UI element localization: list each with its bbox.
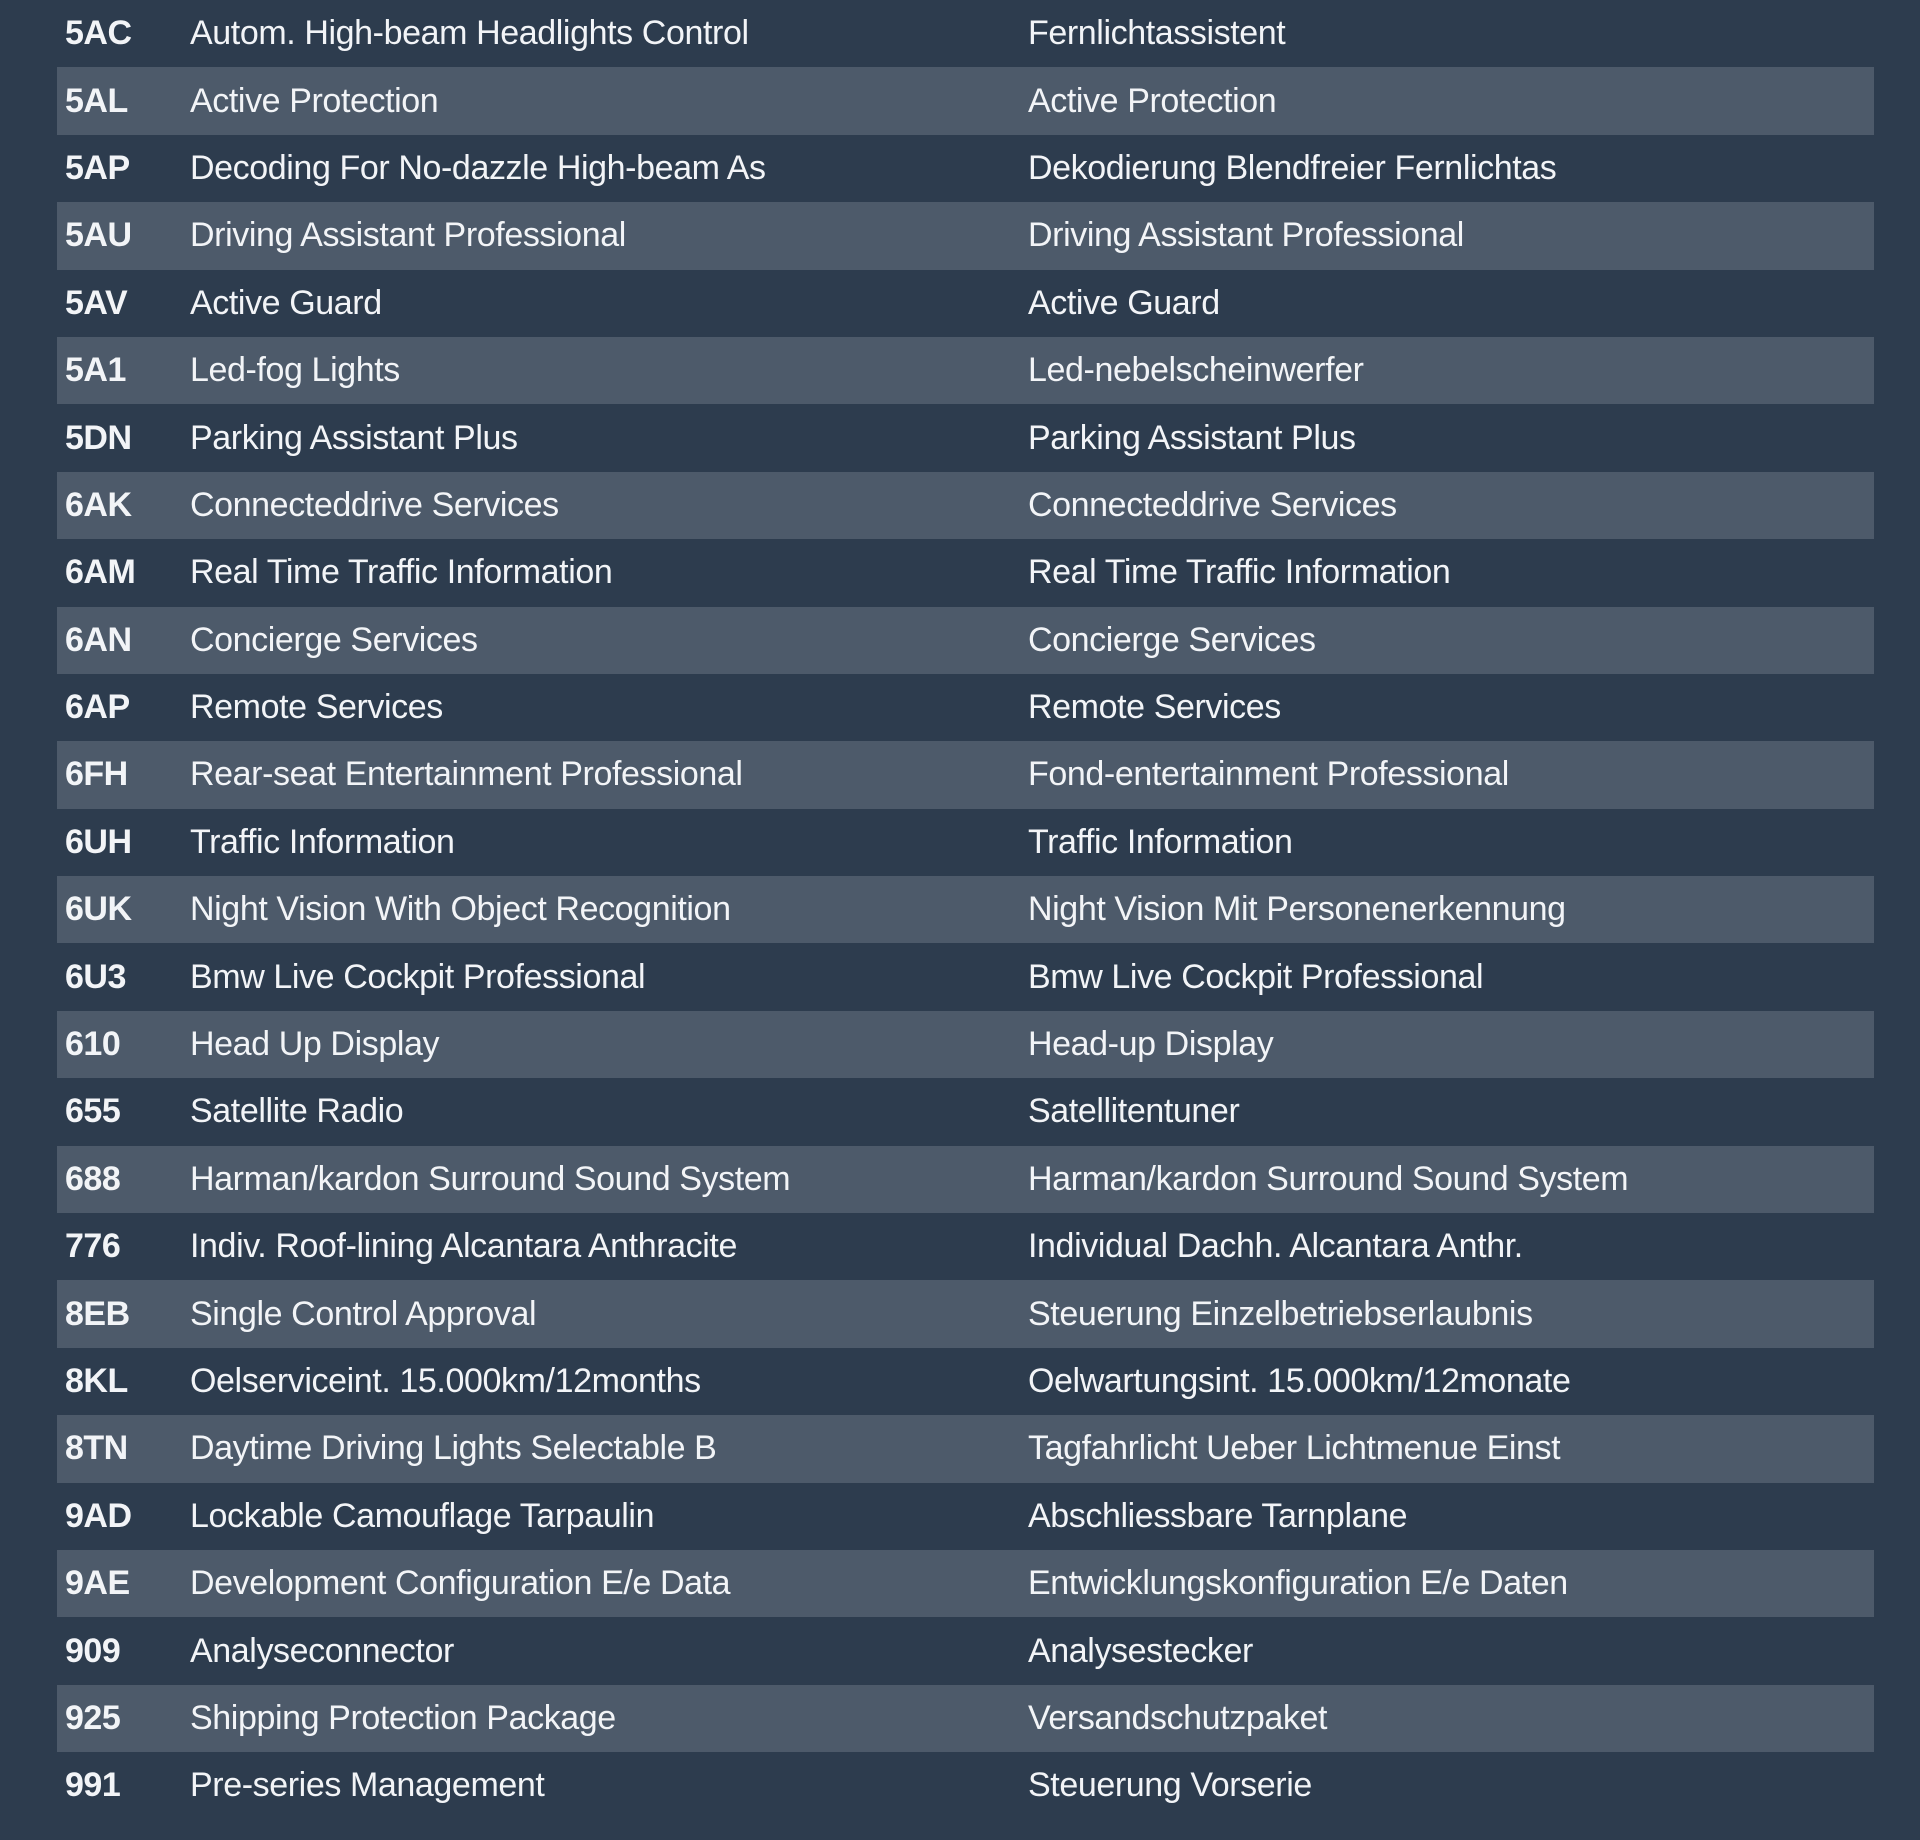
table-row	[57, 1011, 1874, 1078]
table-row	[57, 1280, 1874, 1347]
option-name-german: Analysestecker	[1028, 1631, 1253, 1670]
option-name-german: Driving Assistant Professional	[1028, 216, 1464, 255]
table-row	[57, 0, 1874, 67]
table-row	[57, 539, 1874, 606]
option-code: 5DN	[65, 418, 132, 457]
option-name-german: Concierge Services	[1028, 620, 1316, 659]
option-code: 5AL	[65, 81, 128, 120]
option-name-german: Night Vision Mit Personenerkennung	[1028, 890, 1566, 929]
option-code: 5AP	[65, 148, 130, 187]
option-name-english: Driving Assistant Professional	[190, 216, 626, 255]
option-name-english: Single Control Approval	[190, 1294, 537, 1333]
option-name-german: Individual Dachh. Alcantara Anthr.	[1028, 1227, 1523, 1266]
table-row	[57, 1348, 1874, 1415]
option-name-english: Oelserviceint. 15.000km/12months	[190, 1362, 701, 1400]
table-row	[57, 404, 1874, 471]
option-code: 610	[65, 1025, 121, 1064]
table-row	[57, 1550, 1874, 1617]
option-code: 6UK	[65, 890, 132, 929]
option-name-german: Oelwartungsint. 15.000km/12monate	[1028, 1362, 1571, 1400]
option-name-german: Bmw Live Cockpit Professional	[1028, 957, 1484, 996]
table-row	[57, 607, 1874, 674]
option-name-german: Versandschutzpaket	[1028, 1698, 1327, 1737]
table-row	[57, 1483, 1874, 1550]
table-row	[57, 1617, 1874, 1684]
table-row	[57, 337, 1874, 404]
option-name-german: Steuerung Vorserie	[1028, 1766, 1312, 1805]
table-row	[57, 741, 1874, 808]
options-table	[57, 0, 1874, 1820]
option-code: 655	[65, 1092, 121, 1131]
option-name-english: Parking Assistant Plus	[190, 418, 518, 457]
table-row	[57, 135, 1874, 202]
option-name-english: Traffic Information	[190, 822, 455, 861]
table-row	[57, 1685, 1874, 1752]
option-code: 8KL	[65, 1362, 128, 1400]
option-code: 5AV	[65, 283, 128, 322]
option-code: 925	[65, 1698, 121, 1737]
option-name-german: Tagfahrlicht Ueber Lichtmenue Einst	[1028, 1429, 1561, 1468]
option-code: 991	[65, 1766, 121, 1805]
option-name-english: Concierge Services	[190, 620, 478, 659]
option-name-english: Connecteddrive Services	[190, 485, 559, 524]
option-code: 6UH	[65, 822, 132, 861]
table-row	[57, 674, 1874, 741]
option-name-german: Fernlichtassistent	[1028, 14, 1286, 53]
option-name-german: Led-nebelscheinwerfer	[1028, 351, 1364, 390]
option-name-german: Abschliessbare Tarnplane	[1028, 1496, 1408, 1535]
option-code: 776	[65, 1227, 121, 1266]
option-code: 909	[65, 1631, 121, 1670]
option-name-german: Active Protection	[1028, 81, 1277, 120]
option-name-english: Satellite Radio	[190, 1092, 404, 1131]
option-name-english: Indiv. Roof-lining Alcantara Anthracite	[190, 1227, 737, 1266]
option-name-german: Entwicklungskonfiguration E/e Daten	[1028, 1564, 1568, 1603]
option-code: 8EB	[65, 1294, 130, 1333]
option-code: 5A1	[65, 351, 126, 390]
option-name-german: Connecteddrive Services	[1028, 485, 1397, 524]
option-name-english: Decoding For No-dazzle High-beam As	[190, 148, 766, 187]
option-name-english: Head Up Display	[190, 1025, 440, 1064]
option-name-german: Active Guard	[1028, 283, 1220, 322]
option-name-german: Dekodierung Blendfreier Fernlichtas	[1028, 148, 1557, 187]
option-name-english: Night Vision With Object Recognition	[190, 890, 731, 929]
option-name-english: Led-fog Lights	[190, 351, 400, 390]
option-name-german: Steuerung Einzelbetriebserlaubnis	[1028, 1294, 1533, 1333]
table-row	[57, 876, 1874, 943]
option-code: 8TN	[65, 1429, 128, 1468]
option-name-english: Bmw Live Cockpit Professional	[190, 957, 646, 996]
option-name-german: Remote Services	[1028, 688, 1281, 727]
option-name-english: Lockable Camouflage Tarpaulin	[190, 1496, 655, 1535]
option-name-german: Traffic Information	[1028, 822, 1293, 861]
option-code: 688	[65, 1159, 121, 1198]
option-code: 6U3	[65, 957, 126, 996]
option-name-german: Real Time Traffic Information	[1028, 553, 1451, 592]
option-name-german: Harman/kardon Surround Sound System	[1028, 1159, 1629, 1198]
option-name-german: Parking Assistant Plus	[1028, 418, 1356, 457]
option-code: 6AN	[65, 620, 132, 659]
table-row	[57, 1078, 1874, 1145]
option-name-english: Harman/kardon Surround Sound System	[190, 1159, 791, 1198]
option-code: 6AP	[65, 688, 130, 727]
table-row	[57, 270, 1874, 337]
table-row	[57, 472, 1874, 539]
option-name-german: Head-up Display	[1028, 1025, 1274, 1064]
table-row	[57, 809, 1874, 876]
option-name-english: Pre-series Management	[190, 1766, 545, 1805]
option-code: 6FH	[65, 755, 128, 794]
table-row	[57, 1213, 1874, 1280]
option-name-english: Shipping Protection Package	[190, 1698, 616, 1737]
option-name-english: Autom. High-beam Headlights Control	[190, 14, 749, 53]
option-code: 9AE	[65, 1564, 130, 1603]
option-name-english: Real Time Traffic Information	[190, 553, 613, 592]
table-row	[57, 1752, 1874, 1819]
table-row	[57, 67, 1874, 134]
table-row	[57, 202, 1874, 269]
option-name-english: Active Guard	[190, 283, 382, 322]
option-name-german: Satellitentuner	[1028, 1092, 1240, 1131]
option-code: 6AK	[65, 485, 132, 524]
option-name-english: Development Configuration E/e Data	[190, 1564, 731, 1603]
option-name-english: Analyseconnector	[190, 1631, 454, 1670]
option-code: 5AU	[65, 216, 132, 255]
option-code: 9AD	[65, 1496, 132, 1535]
option-code: 5AC	[65, 14, 132, 53]
option-name-english: Active Protection	[190, 81, 439, 120]
table-row	[57, 943, 1874, 1010]
option-name-german: Fond-entertainment Professional	[1028, 755, 1509, 794]
option-name-english: Remote Services	[190, 688, 443, 727]
option-name-english: Daytime Driving Lights Selectable B	[190, 1429, 717, 1468]
option-code: 6AM	[65, 553, 136, 592]
table-row	[57, 1146, 1874, 1213]
table-row	[57, 1415, 1874, 1482]
option-name-english: Rear-seat Entertainment Professional	[190, 755, 743, 794]
